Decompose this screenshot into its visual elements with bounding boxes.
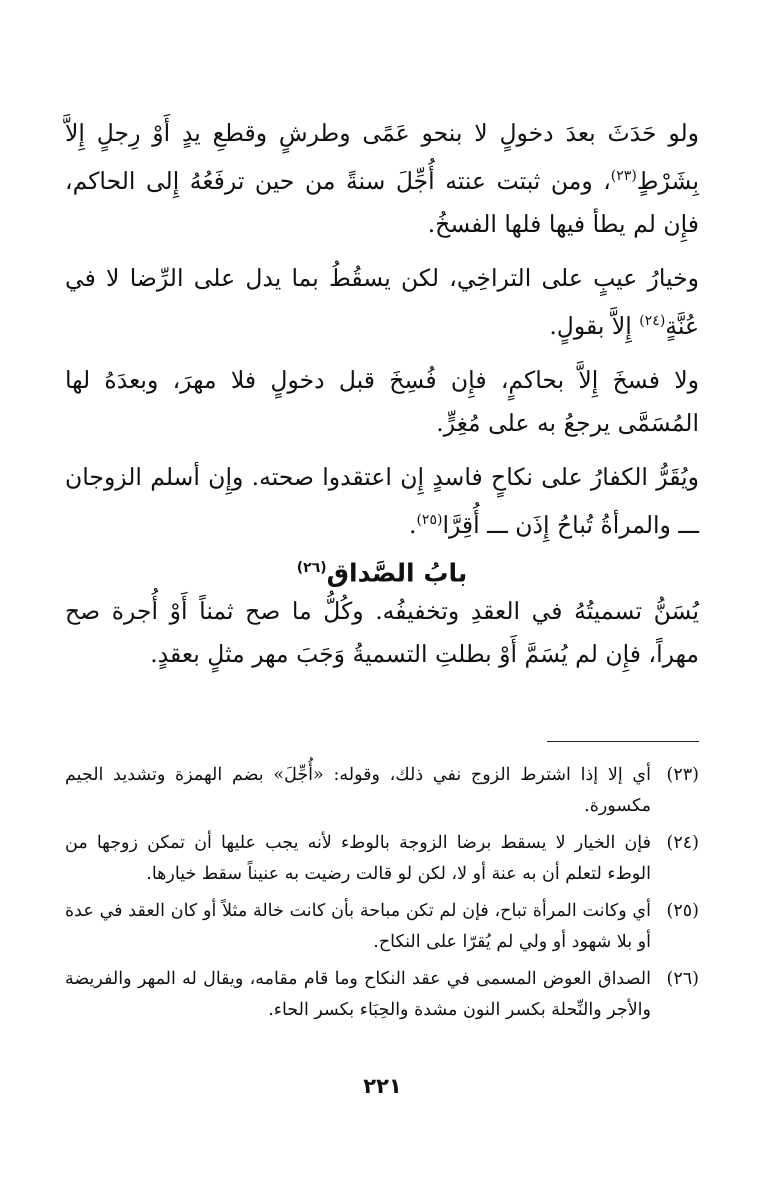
footnote-ref: (٢٣)	[610, 168, 637, 184]
paragraph-text: ويُقَرُّ الكفارُ على نكاحٍ فاسدٍ إِن اعتقدوا صحته. وإِن أسلم الزوجان ـــ والمرأةُ تُباحُ إِذَن ـــ أُقِرَّا	[65, 462, 699, 539]
page-number: ٢٢١	[363, 1074, 402, 1098]
paragraph-text: .	[408, 510, 417, 539]
footnote-number: (٢٥)	[666, 901, 699, 921]
footnote-ref: (٢٦)	[296, 560, 327, 576]
paragraph	[65, 456, 699, 547]
footnote	[65, 964, 699, 1026]
paragraph-text: ، ومن ثبتت عنته أُجِّلَ سنةً من حين ترفَعُهُ إِلى الحاكم، فإِن لم يطأ فيها فلها الفسخُ.	[65, 166, 699, 238]
section-text	[65, 590, 699, 676]
paragraph-text: إِلاَّ بقولٍ.	[549, 311, 640, 340]
footnote-separator	[547, 741, 699, 742]
footnote-text: أي إلا إذا اشترط الزوج نفي ذلك، وقوله: «أُجِّلَ» بضم الهمزة وتشديد الجيم مكسورة.	[65, 765, 651, 816]
paragraph	[65, 257, 699, 348]
footnote-number: (٢٣)	[666, 765, 699, 785]
footnote-text: أي وكانت المرأة تباح، فإن لم تكن مباحة بأن كانت خالة مثلاً أو كان العقد في عدة أو بلا شهود أو ولي لم يُقرّا على النكاح.	[65, 901, 651, 952]
heading-title: بابُ الصَّداق	[326, 558, 468, 588]
footnote-ref: (٢٥)	[416, 511, 443, 528]
paragraph: يُسَنُّ تسميتُهُ في العقدِ وتخفيفُه. وكُلُّ ما صح ثمناً أَوْ أُجرة صح مهراً، فإِن لم يُسَمَّ أَوْ بطلتِ التسميةُ وَجَبَ مهر مثلٍ بعقدٍ.	[65, 597, 699, 668]
footnote-number: (٢٦)	[666, 969, 699, 989]
footnote-number: (٢٤)	[666, 833, 699, 853]
paragraph-text: ولا فسخَ إِلاَّ بحاكمٍ، فإِن فُسِخَ قبل دخولٍ فلا مهرَ، وبعدَهُ لها المُسَمَّى يرجعُ به على مُغِرٍّ.	[65, 365, 699, 437]
footnotes	[65, 760, 699, 1032]
paragraph	[65, 359, 699, 445]
paragraph-text: ولو حَدَثَ بعدَ دخولٍ لا بنحو عَمًى وطرشٍ وقطعِ يدٍ أَوْ رِجلٍ إِلاَّ بِشَرْطٍ	[65, 119, 699, 195]
footnote-text: فإن الخيار لا يسقط برضا الزوجة بالوطء لأنه يجب عليها أن تمكن زوجها من الوطء لتعلم أن به عنة أو لا، لكن لو قالت رضيت به عنيناً سقط خيارها.	[65, 833, 651, 884]
footnote-ref: (٢٤)	[639, 312, 666, 329]
paragraph-text: وخيارُ عيبٍ على التراخِي، لكن يسقُطُ بما يدل على الرِّضا لا في عُنَّةٍ	[65, 263, 699, 340]
footnote	[65, 760, 699, 822]
footnote	[65, 828, 699, 890]
footnote	[65, 896, 699, 958]
section-heading	[65, 548, 699, 593]
footnote-text: الصداق العوض المسمى في عقد النكاح وما قام مقامه، ويقال له المهر والفريضة والأجر والنِّحلة بكسر النون مشدة والحِبَاء بكسر الحاء.	[65, 969, 651, 1020]
main-text	[65, 112, 699, 557]
paragraph	[65, 112, 699, 246]
